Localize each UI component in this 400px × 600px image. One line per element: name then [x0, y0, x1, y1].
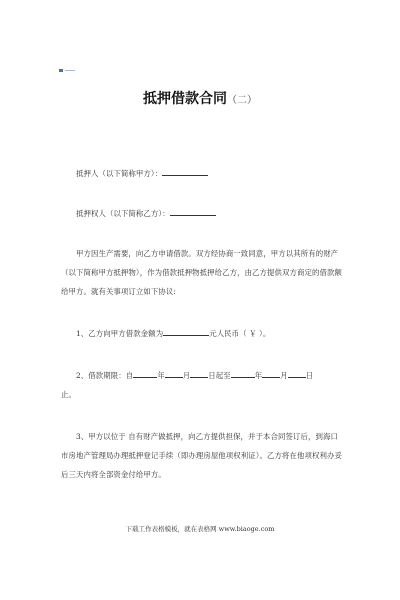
- mortgagee-label: 抵押权人（以下简称乙方）：: [76, 209, 170, 218]
- end-month-blank[interactable]: [262, 368, 280, 378]
- mortgagor-line: [61, 164, 345, 183]
- marker-line: [65, 70, 75, 71]
- document-title: [0, 88, 400, 108]
- clause2-prefix: 2、借款期限：自: [76, 371, 134, 380]
- start-month-label: 月: [182, 371, 191, 380]
- mortgagor-blank[interactable]: [162, 166, 208, 176]
- clause-3: 3、甲方以位于 自有财产做抵押，向乙方提供担保，并于本合同签订后，到海口市房地产管理局办理抵押登记手续（即办理房屋他项权利证）。乙方将在他项权利办妥后三天内将全部资金付给甲方。: [61, 432, 342, 479]
- end-day-label: 日: [305, 371, 314, 380]
- marker-square: [59, 69, 63, 72]
- end-year-label: 年: [254, 371, 263, 380]
- mortgagee-blank[interactable]: [170, 206, 216, 216]
- clause-1: [61, 324, 345, 343]
- title-main: 抵押借款合同: [143, 91, 227, 107]
- end-year-blank[interactable]: [231, 368, 255, 378]
- start-year-label: 年: [157, 371, 165, 380]
- mortgagee-line: [61, 204, 345, 223]
- end-day-blank[interactable]: [288, 368, 306, 378]
- clause2-end: 止。: [61, 390, 76, 399]
- clause1-suffix: 元人民币（ ￥ ）。: [209, 329, 271, 338]
- mortgagor-label: 抵押人（以下简称甲方）：: [76, 169, 163, 178]
- footer-note: 下载工作表格模板，就在表格网 www.biaoge.com: [125, 525, 275, 533]
- start-month-blank[interactable]: [165, 368, 183, 378]
- clause-2: [61, 366, 345, 404]
- document-marker: [59, 69, 75, 72]
- start-day-label: 日起至: [208, 371, 231, 380]
- end-month-label: 月: [280, 371, 288, 380]
- start-day-blank[interactable]: [190, 368, 208, 378]
- amount-blank[interactable]: [163, 326, 209, 336]
- start-year-blank[interactable]: [133, 368, 157, 378]
- intro-paragraph: 甲方因生产需要，向乙方申请借款。双方经协商一致同意，甲方以其所有的财产 （以下简称甲方抵押物），作为借款抵押物抵押给乙方，由乙方提供双方商定的借款额给甲方。就有关事项订立如下协议:: [61, 249, 342, 296]
- title-subtitle: （二）: [227, 95, 257, 106]
- clause1-prefix: 1、乙方向甲方借款金额为: [76, 329, 164, 338]
